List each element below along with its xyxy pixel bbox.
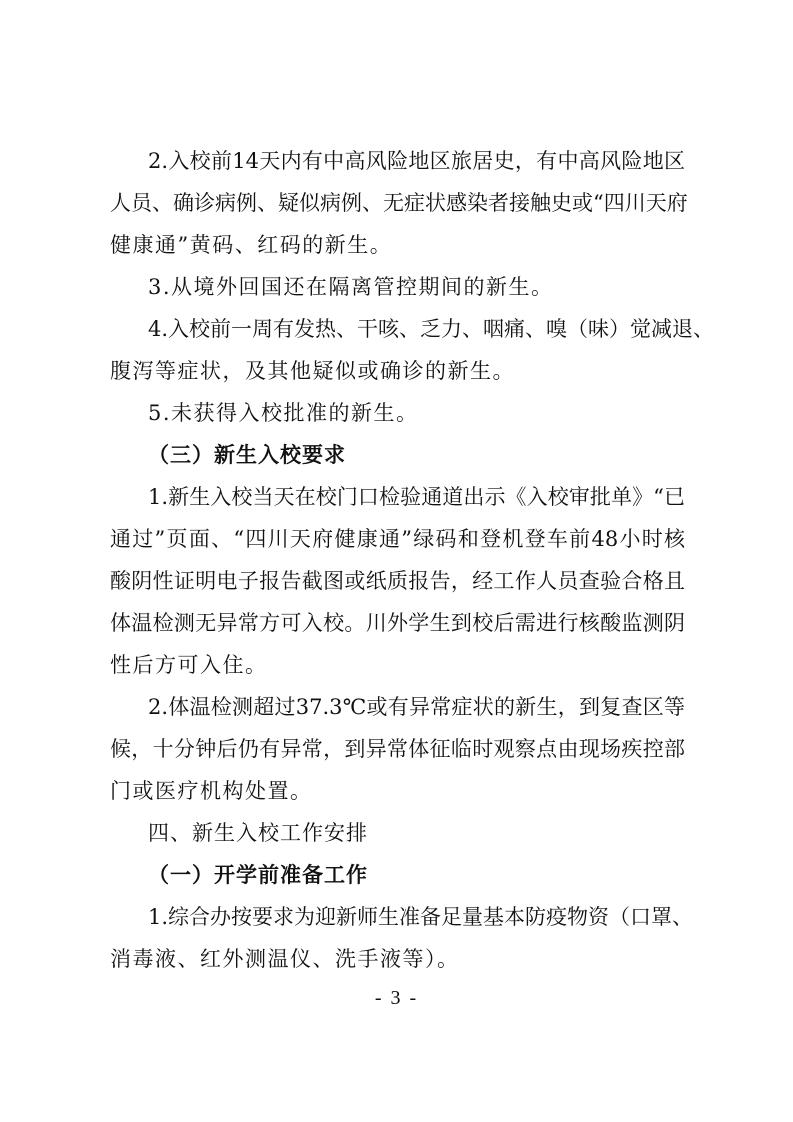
requirement-1-line-3: 酸阴性证明电子报告截图或纸质报告，经工作人员查验合格且 [110, 569, 685, 593]
paragraph-4-line-2: 腹泻等症状，及其他疑似或确诊的新生。 [110, 359, 515, 383]
paragraph-2-line-1: 2.入校前14天内有中高风险地区旅居史，有中高风险地区 [148, 149, 685, 173]
requirement-1-line-5: 性后方可入住。 [110, 653, 268, 677]
paragraph-2-line-2: 人员、确诊病例、疑似病例、无症状感染者接触史或“四川天府 [110, 191, 688, 215]
page-number: - 3 - [374, 987, 419, 1009]
requirement-2-line-2: 候，十分钟后仍有异常，到异常体征临时观察点由现场疾控部 [110, 737, 685, 761]
requirement-2-line-3: 门或医疗机构处置。 [110, 779, 313, 803]
section-1-heading: （一）开学前准备工作 [148, 862, 368, 887]
requirement-1-line-1: 1.新生入校当天在校门口检验通道出示《入校审批单》“已 [148, 485, 685, 509]
section-3-heading: （三）新生入校要求 [148, 442, 346, 467]
paragraph-5-line-1: 5.未获得入校批准的新生。 [148, 401, 419, 425]
part-4-heading: 四、新生入校工作安排 [148, 821, 368, 845]
paragraph-3-line-1: 3.从境外回国还在隔离管控期间的新生。 [148, 275, 554, 299]
paragraph-2-line-3: 健康通”黄码、红码的新生。 [110, 233, 393, 257]
requirement-2-line-1: 2.体温检测超过37.3℃或有异常症状的新生，到复查区等 [148, 695, 685, 719]
requirement-1-line-2: 通过”页面、“四川天府健康通”绿码和登机登车前48小时核 [110, 527, 685, 551]
preparation-1-line-1: 1.综合办按要求为迎新师生准备足量基本防疫物资（口罩、 [148, 905, 694, 929]
requirement-1-line-4: 体温检测无异常方可入校。川外学生到校后需进行核酸监测阴 [110, 611, 685, 635]
paragraph-4-line-1: 4.入校前一周有发热、干咳、乏力、咽痛、嗅（味）觉减退、 [148, 317, 715, 341]
preparation-1-line-2: 消毒液、红外测温仪、洗手液等）。 [110, 947, 460, 971]
